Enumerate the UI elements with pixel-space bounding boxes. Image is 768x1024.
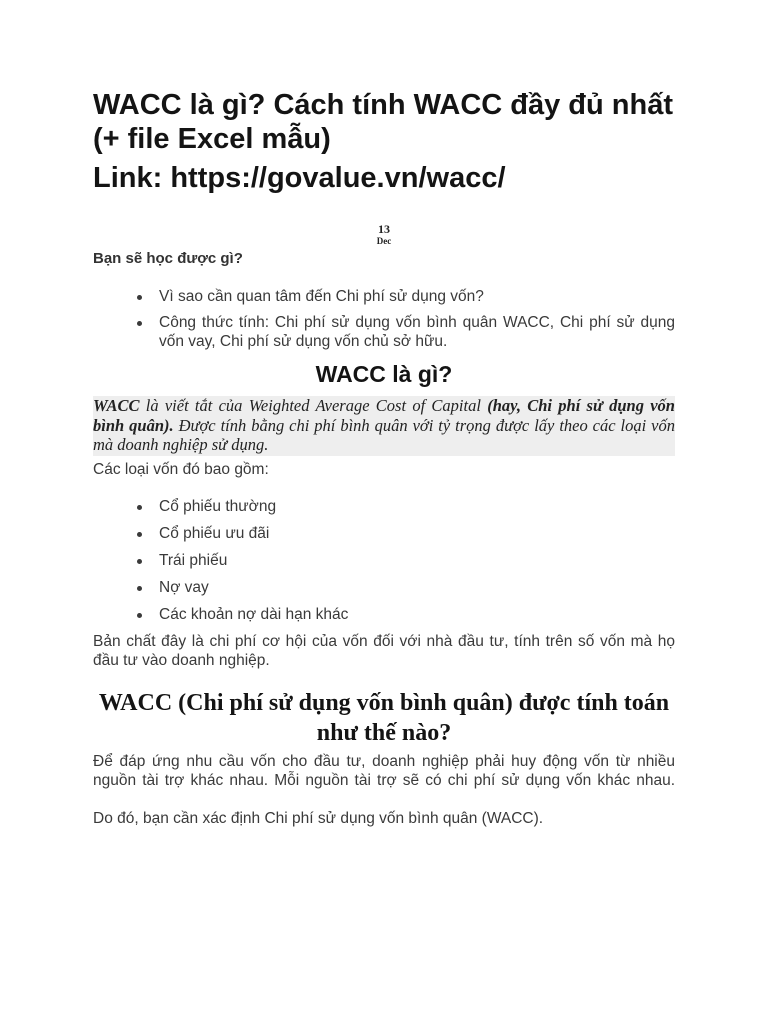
opportunity-cost-paragraph: Bản chất đây là chi phí cơ hội của vốn đối với nhà đầu tư, tính trên số vốn mà họ đầu tư vào doanh nghiệp. [93,633,675,669]
quote-term: WACC [93,396,140,415]
learn-list [93,287,675,358]
capital-types-list [93,497,675,632]
quote-bold: (hay, Chi phí sử dụng vốn bình quân). [93,396,675,435]
wacc-conclusion-paragraph: Do đó, bạn cần xác định Chi phí sử dụng vốn bình quân (WACC). [93,810,544,827]
section-heading-calculation: WACC (Chi phí sử dụng vốn bình quân) được tính toán như thế nào? [98,690,670,746]
list-item: Vì sao cần quan tâm đến Chi phí sử dụng vốn? [93,287,675,306]
list-item: Cổ phiếu ưu đãi [93,524,675,551]
date-badge [334,222,434,247]
learn-heading: Bạn sẽ học được gì? [93,250,243,267]
definition-quote [93,396,675,456]
funding-paragraph: Để đáp ứng nhu cầu vốn cho đầu tư, doanh nghiệp phải huy động vốn từ nhiều nguồn tài trợ khác nhau. Mỗi nguồn tài trợ sẽ có chi phí sử dụng vốn khác nhau. [93,753,675,789]
list-item: Các khoản nợ dài hạn khác [93,605,675,632]
types-intro: Các loại vốn đó bao gồm: [93,461,269,478]
list-item: Công thức tính: Chi phí sử dụng vốn bình quân WACC, Chi phí sử dụng vốn vay, Chi phí sử dụng vốn chủ sở hữu. [93,313,675,351]
article-link[interactable]: Link: https://govalue.vn/wacc/ [93,162,506,194]
list-item: Nợ vay [93,578,675,605]
list-item: Trái phiếu [93,551,675,578]
section-heading-wacc: WACC là gì? [315,361,453,387]
list-item: Cổ phiếu thường [93,497,675,524]
date-day: 13 [378,222,390,236]
quote-text-2: Được tính bằng chi phí bình quân với tỷ trọng được lấy theo các loại vốn mà doanh nghiệp sử dụng. [93,415,675,454]
article-title: WACC là gì? Cách tính WACC đầy đủ nhất (+ file Excel mẫu) [93,89,673,155]
date-month: Dec [376,236,392,246]
quote-text-1: là viết tắt của Weighted Average Cost of Capital [139,396,488,415]
